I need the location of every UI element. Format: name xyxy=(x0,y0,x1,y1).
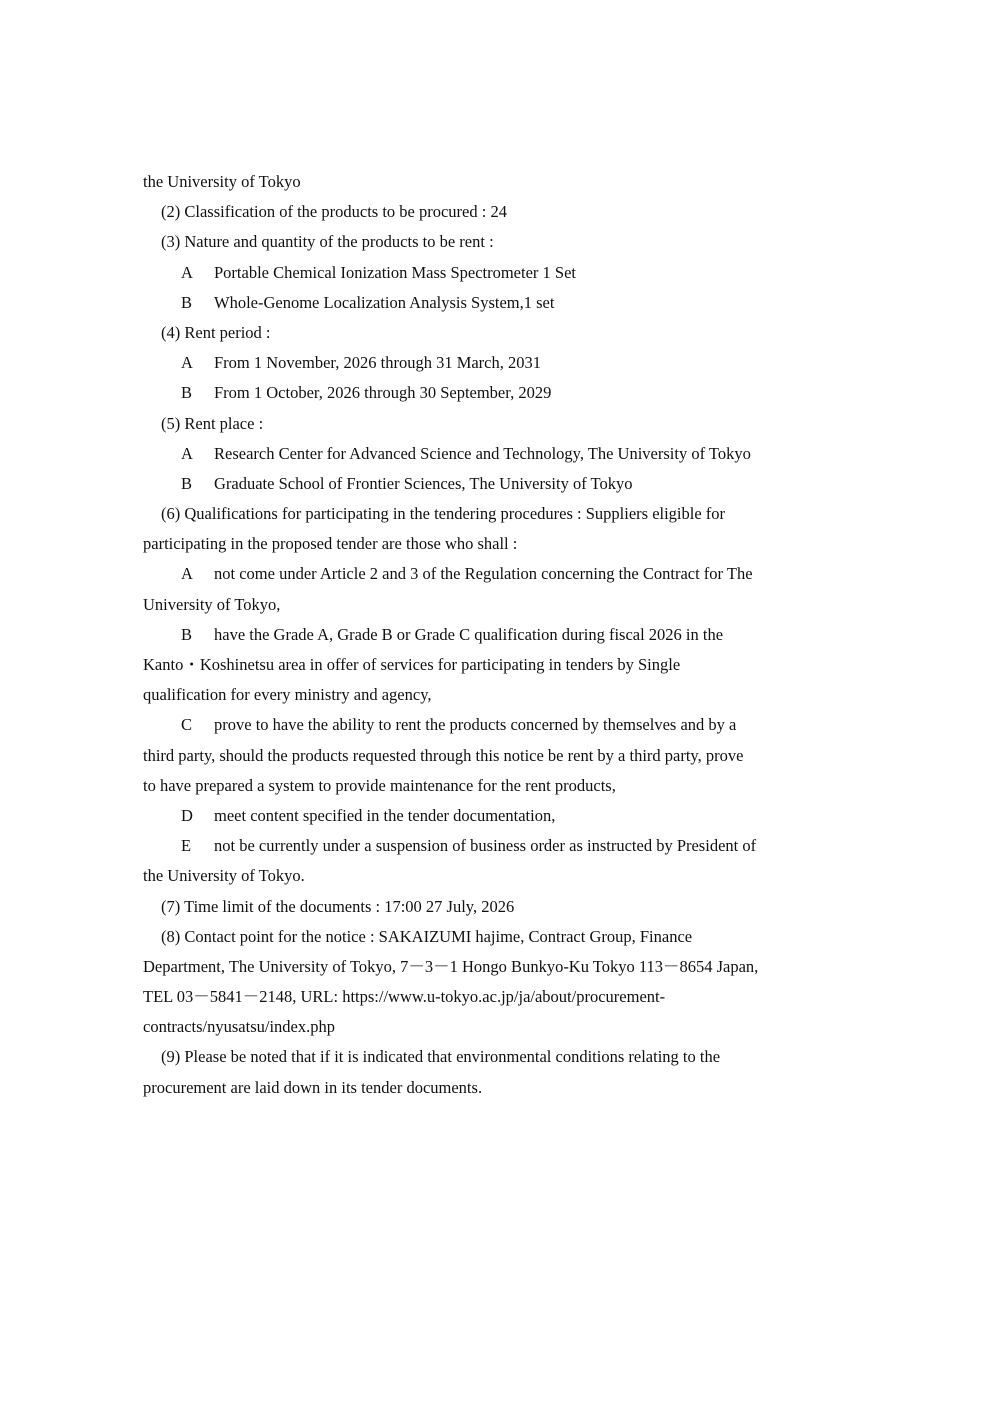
item-label: B xyxy=(181,624,193,644)
item-label: A xyxy=(181,564,193,584)
item-text: prove to have the ability to rent the products concerned by themselves and by a xyxy=(214,715,737,735)
item-text: Research Center for Advanced Science and Technology, The University of Tokyo xyxy=(214,443,751,463)
item-label: B xyxy=(181,473,193,493)
item-6-heading: (6) Qualifications for participating in the tendering procedures : Suppliers eligible for xyxy=(161,504,726,524)
item-label: B xyxy=(181,292,193,312)
item-label: D xyxy=(181,805,193,825)
item-text: have the Grade A, Grade B or Grade C qualification during fiscal 2026 in the xyxy=(214,624,724,644)
item-text: Whole-Genome Localization Analysis System,1 set xyxy=(214,292,555,312)
notice-body xyxy=(143,167,863,1103)
item-5-a xyxy=(143,439,863,469)
item-label: B xyxy=(181,383,193,403)
item-text: Graduate School of Frontier Sciences, The University of Tokyo xyxy=(214,473,633,493)
item-6-c-cont: to have prepared a system to provide maintenance for the rent products, xyxy=(143,775,616,795)
item-6-e xyxy=(143,831,863,861)
item-text: not be currently under a suspension of business order as instructed by President of xyxy=(214,836,757,856)
item-5-b xyxy=(143,469,863,499)
item-4-a xyxy=(143,348,863,378)
item-6-a-cont: University of Tokyo, xyxy=(143,594,281,614)
item-3-a xyxy=(143,258,863,288)
item-label: C xyxy=(181,715,193,735)
item-6-e-cont: the University of Tokyo. xyxy=(143,866,305,886)
item-8-url-cont: contracts/nyusatsu/index.php xyxy=(143,1017,336,1037)
item-6-a xyxy=(143,559,863,589)
item-label: A xyxy=(181,443,193,463)
item-6-b-cont: Kanto・Koshinetsu area in offer of services for participating in tenders by Single xyxy=(143,655,681,674)
item-4-heading: (4) Rent period : xyxy=(161,322,271,342)
item-6-heading-cont: participating in the proposed tender are those who shall : xyxy=(143,534,518,554)
item-text: meet content specified in the tender documentation, xyxy=(214,805,556,825)
item-9: (9) Please be noted that if it is indicated that environmental conditions relating to the xyxy=(161,1047,721,1067)
item-6-d xyxy=(143,801,863,831)
item-label: A xyxy=(181,353,193,373)
item-4-b xyxy=(143,378,863,408)
item-3-b xyxy=(143,288,863,318)
item-9-cont: procurement are laid down in its tender documents. xyxy=(143,1077,483,1097)
item-label: E xyxy=(181,836,192,856)
item-3-heading: (3) Nature and quantity of the products to be rent : xyxy=(161,232,494,252)
item-2: (2) Classification of the products to be procured : 24 xyxy=(161,202,507,222)
item-7: (7) Time limit of the documents : 17:00 27 July, 2026 xyxy=(161,896,515,916)
item-label: A xyxy=(181,262,193,282)
item-8: (8) Contact point for the notice : SAKAIZUMI hajime, Contract Group, Finance xyxy=(161,926,693,946)
item-6-b-cont: qualification for every ministry and agency, xyxy=(143,685,432,705)
item-text: From 1 November, 2026 through 31 March, 2031 xyxy=(214,353,542,373)
item-8-cont: Department, The University of Tokyo, 7－3－1 Hongo Bunkyo-Ku Tokyo 113－8654 Japan, xyxy=(143,956,759,976)
item-5-heading: (5) Rent place : xyxy=(161,413,264,433)
item-text: Portable Chemical Ionization Mass Spectrometer 1 Set xyxy=(214,262,576,282)
item-6-c xyxy=(143,710,863,740)
item-text: not come under Article 2 and 3 of the Regulation concerning the Contract for The xyxy=(214,564,753,584)
item-6-b xyxy=(143,620,863,650)
item-6-c-cont: third party, should the products requested through this notice be rent by a third party, prove xyxy=(143,745,744,765)
item-text: From 1 October, 2026 through 30 September, 2029 xyxy=(214,383,552,403)
item-8-url: TEL 03－5841－2148, URL: https://www.u-tokyo.ac.jp/ja/about/procurement- xyxy=(143,987,666,1007)
intro-line: the University of Tokyo xyxy=(143,172,301,191)
